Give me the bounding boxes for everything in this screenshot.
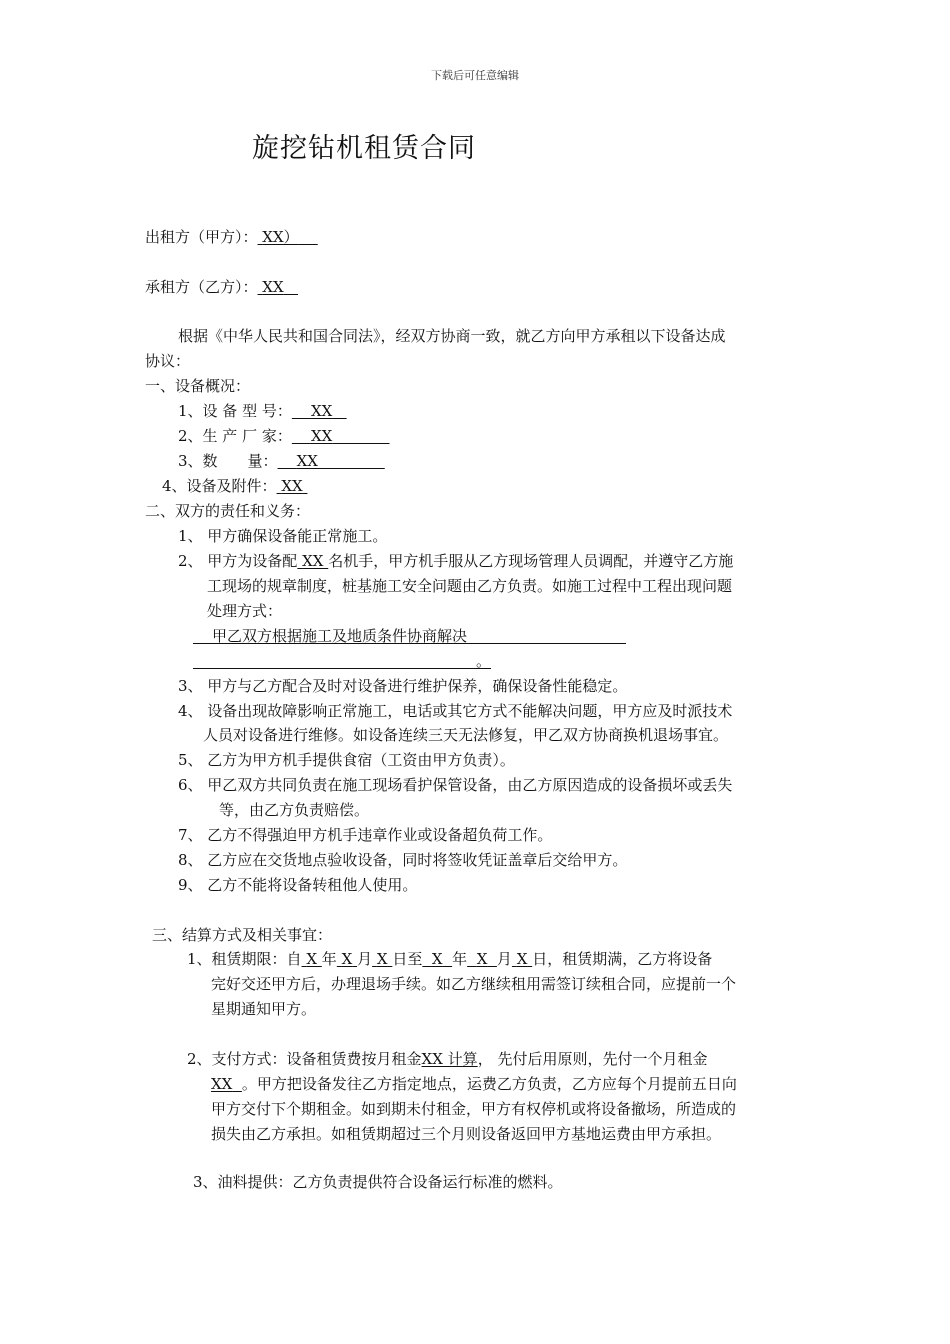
manufacturer-value: XX <box>310 427 333 445</box>
duty-item-2-line-2: 工现场的规章制度，桩基施工安全问题由乙方负责。如施工过程中工程出现问题 <box>207 577 733 595</box>
lessor-line <box>145 227 318 247</box>
end-year: X <box>431 950 443 968</box>
start-day: X <box>376 950 388 968</box>
equipment-model-line: 1、设 备 型 号： XX <box>178 401 347 421</box>
duty-item-7: 7、 乙方不得强迫甲方机手违章作业或设备超负荷工作。 <box>178 826 553 844</box>
manufacturer-line: 2、生 产 厂 家： XX <box>178 426 390 446</box>
duty-item-6: 6、 甲乙双方共同负责在施工现场看护保管设备，由乙方原因造成的设备损坏或丢失 <box>178 776 733 794</box>
duty-item-8: 8、 乙方应在交货地点验收设备，同时将签收凭证盖章后交给甲方。 <box>178 851 628 869</box>
equipment-model-value: XX <box>310 402 333 420</box>
lease-term-line-2: 完好交还甲方后，办理退场手续。如乙方继续租用需签订续租合同，应提前一个 <box>211 975 737 993</box>
quantity-line: 3、数 量： XX <box>178 451 385 471</box>
start-year: X <box>306 950 318 968</box>
payment-line-4: 损失由乙方承担。如租赁期超过三个月则设备返回甲方基地运费由甲方承担。 <box>211 1125 722 1143</box>
end-month: X <box>476 950 488 968</box>
prepay-value: XX <box>211 1075 233 1093</box>
duty-item-1: 1、 甲方确保设备能正常施工。 <box>178 527 388 545</box>
document-title: 旋挖钻机租赁合同 <box>252 133 476 164</box>
lessor-value: XX） <box>262 228 299 246</box>
duty-item-9: 9、 乙方不能将设备转租他人使用。 <box>178 876 418 894</box>
duty-item-4-line-2: 人员对设备进行维修。如设备连续三天无法修复，甲乙双方协商换机退场事宜。 <box>203 726 729 744</box>
fuel-supply-line: 3、油料提供：乙方负责提供符合设备运行标准的燃料。 <box>193 1173 563 1191</box>
section-3-heading: 三、结算方式及相关事宜： <box>152 926 333 944</box>
end-day: X <box>516 950 528 968</box>
start-month: X <box>341 950 353 968</box>
payment-line-1: 2、支付方式：设备租赁费按月租金XX 计算， 先付后用原则，先付一个月租金 <box>187 1050 708 1068</box>
section-2-heading: 二、双方的责任和义务： <box>145 502 311 520</box>
lessee-line <box>145 277 298 297</box>
resolution-end-mark: 。 <box>476 652 492 670</box>
resolution-underline-1 <box>193 643 626 644</box>
lessor-label: 出租方（甲方）： <box>145 228 258 246</box>
duty-item-4: 4、 设备出现故障影响正常施工，电话或其它方式不能解决问题，甲方应及时派技术 <box>178 702 733 720</box>
duty-item-6-line-2: 等，由乙方负责赔偿。 <box>219 801 370 819</box>
lease-term-line: 1、租赁期限：自 X 年 X 月 X 日至 X 年 X 月 X 日，租赁期满，乙方将设备 <box>187 950 713 968</box>
intro-line-1: 根据《中华人民共和国合同法》，经双方协商一致，就乙方向甲方承租以下设备达成 <box>178 327 726 345</box>
duty-item-2-line-3: 处理方式： <box>207 602 283 620</box>
quantity-value: XX <box>296 452 318 470</box>
section-1-heading: 一、设备概况： <box>145 377 251 395</box>
resolution-underline-2 <box>193 668 491 669</box>
lessee-label: 承租方（乙方）： <box>145 278 258 296</box>
duty-item-2: 2、 甲方为设备配 XX 名机手，甲方机手服从乙方现场管理人员调配，并遵守乙方施 <box>178 552 734 570</box>
accessories-value: XX <box>281 477 303 495</box>
resolution-method-value: 甲乙双方根据施工及地质条件协商解决 <box>212 627 468 645</box>
header-note: 下载后可任意编辑 <box>431 69 519 82</box>
payment-line-2: XX 。甲方把设备发往乙方指定地点，运费乙方负责，乙方应每个月提前五日向 <box>211 1075 737 1093</box>
accessories-line: 4、设备及附件： XX <box>162 476 307 496</box>
operator-count-value: XX <box>302 552 324 570</box>
intro-line-2: 协议： <box>145 352 191 370</box>
payment-line-3: 甲方交付下个期租金。如到期未付租金，甲方有权停机或将设备撤场，所造成的 <box>211 1100 737 1118</box>
lease-term-line-3: 星期通知甲方。 <box>211 1000 317 1018</box>
duty-item-3: 3、 甲方与乙方配合及时对设备进行维护保养，确保设备性能稳定。 <box>178 677 628 695</box>
lessee-value: XX <box>262 278 284 296</box>
duty-item-5: 5、 乙方为甲方机手提供食宿（工资由甲方负责）。 <box>178 751 515 769</box>
monthly-rent-value: XX 计算 <box>421 1050 478 1068</box>
